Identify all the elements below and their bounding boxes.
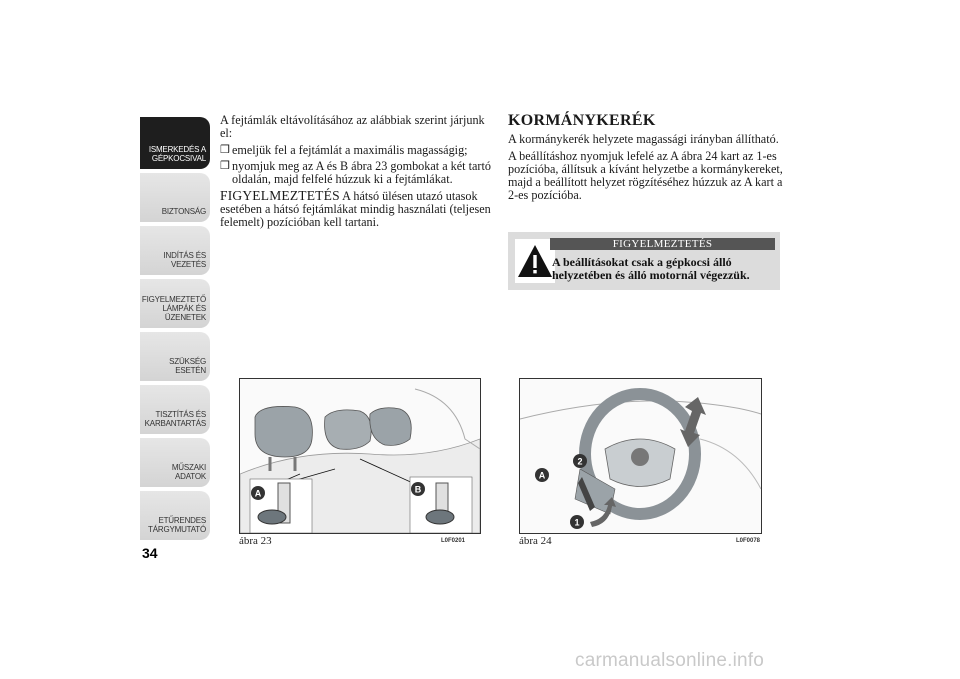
left-column — [220, 114, 495, 233]
warning-title: FIGYELMEZTETÉS — [550, 238, 775, 250]
figure-label: B — [414, 484, 422, 495]
figure-steering-wheel — [519, 378, 762, 534]
warning-text: A hátsó ülésen utazó utasok esetében a hátsó fejtámlákat mindig használati (teljesen felemelt) pozícióban kell tartani. — [220, 189, 491, 229]
figure-label: 2 — [577, 456, 583, 467]
section-heading: KORMÁNYKERÉK — [508, 112, 656, 129]
tab-tisztitas[interactable]: TISZTÍTÁS ÉS KARBANTARTÁS — [140, 385, 210, 434]
tab-targymutato[interactable]: ETŰRENDES TÁRGYMUTATÓ — [140, 491, 210, 540]
figure-label: 1 — [574, 517, 580, 528]
figure-code: L0F0201 — [441, 538, 466, 544]
bullet-checkbox-icon: ❒ — [220, 144, 230, 156]
tab-muszaki[interactable]: MŰSZAKI ADATOK — [140, 438, 210, 487]
chapter-tabs — [140, 117, 210, 544]
tab-szukseg[interactable]: SZÜKSÉG ESETÉN — [140, 332, 210, 381]
warning-lead: FIGYELMEZTETÉS — [220, 188, 340, 203]
paragraph: A beállításhoz nyomjuk lefelé az A ábra 24 kart az 1-es pozícióba, állítsuk a kívánt helyzetbe a kormánykereket, majd a beállított helyzet rögzítéséhez húzzuk az A kart a 2-es pozícióba. — [508, 149, 783, 202]
right-column — [508, 114, 783, 206]
figure-headrests — [239, 378, 481, 534]
watermark: carmanualsonline.info — [575, 650, 765, 671]
intro-text: A fejtámlák eltávolításához az alábbiak szerint járjunk el: — [220, 113, 485, 140]
warning-body: A beállításokat csak a gépkocsi álló helyzetében és álló motornál végezzük. — [552, 255, 750, 282]
tab-biztonsag[interactable]: BIZTONSÁG — [140, 173, 210, 222]
figure-caption: ábra 24 — [519, 535, 552, 547]
inline-warning — [220, 189, 495, 229]
figure-label: A — [538, 470, 546, 481]
figure-label: A — [254, 488, 262, 499]
bullet-checkbox-icon: ❒ — [220, 160, 230, 172]
tab-figyelmezteto[interactable]: FIGYELMEZTETŐ LÁMPÁK ÉS ÜZENETEK — [140, 279, 210, 328]
warning-box — [508, 232, 780, 290]
page-number: 34 — [142, 545, 158, 561]
list-item: ❒ nyomjuk meg az A és B ábra 23 gombokat a két tartó oldalán, majd felfelé húzzuk ki a fejtámlákat. — [220, 159, 491, 186]
list-item: ❒ emeljük fel a fejtámlát a maximális magasságig; — [220, 143, 468, 157]
tab-ismerkedes[interactable]: ISMERKEDÉS A GÉPKOCSIVAL — [140, 117, 210, 169]
paragraph: A kormánykerék helyzete magassági irányban állítható. — [508, 132, 779, 146]
tab-inditas[interactable]: INDÍTÁS ÉS VEZETÉS — [140, 226, 210, 275]
figure-code: L0F0078 — [736, 538, 761, 544]
figure-caption: ábra 23 — [239, 535, 272, 547]
warning-triangle-icon — [515, 239, 555, 283]
